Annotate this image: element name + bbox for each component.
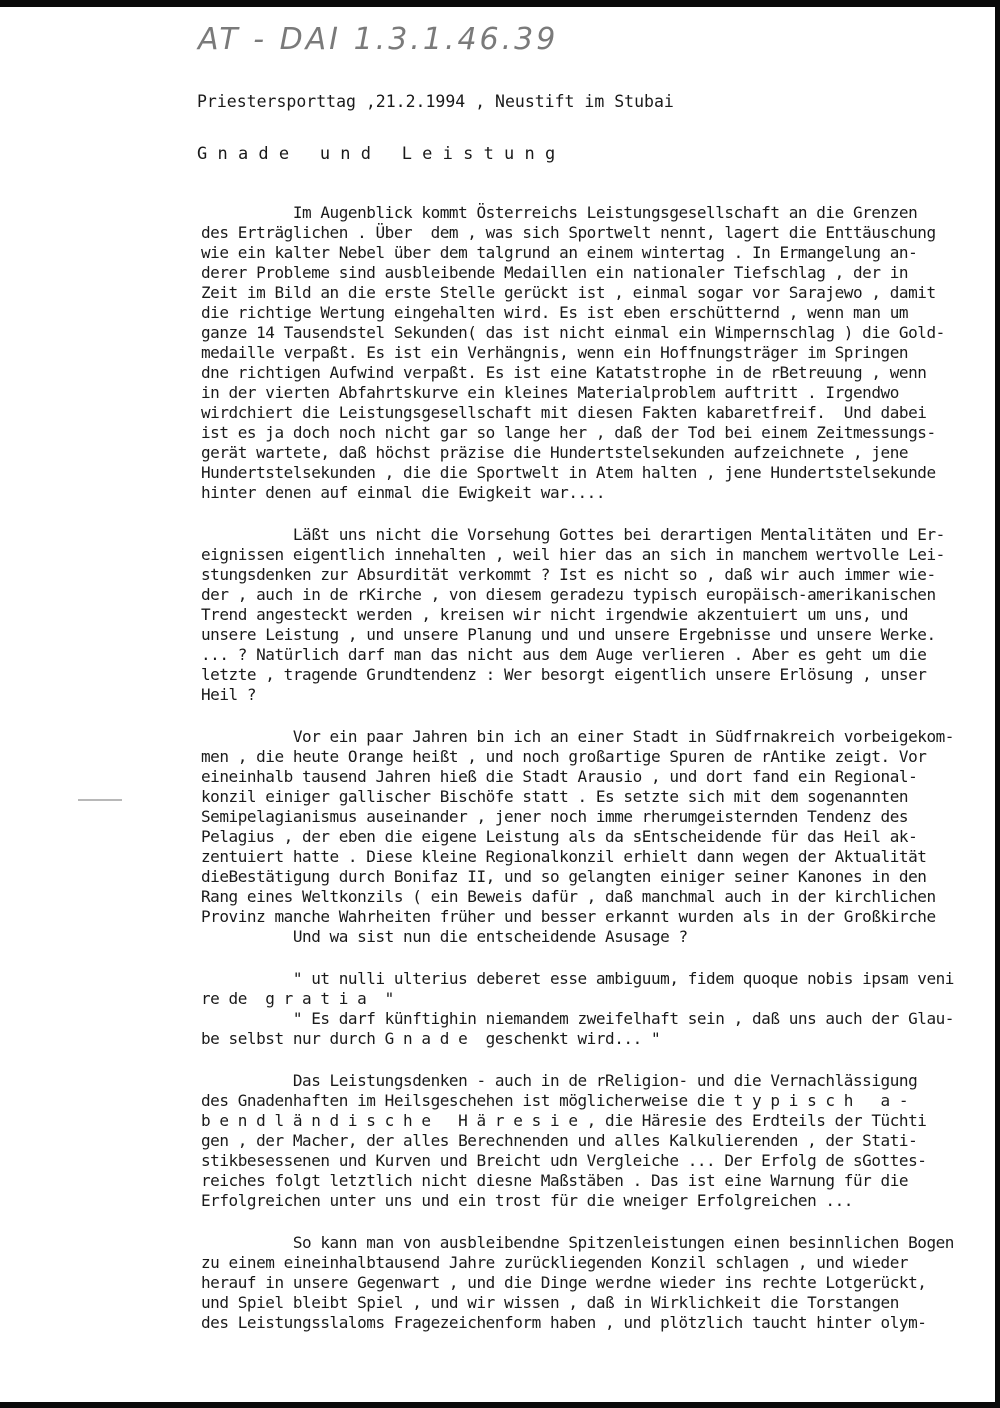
paragraph-3: Vor ein paar Jahren bin ich an einer Stadt in Südfrnakreich vorbeigekom- men , die heute Orange heißt , und noch großartige Spuren de rAntike zeigt. Vor eineinhalb tausend Jahren hieß die Stadt Arausio , und dort fand ein Regional- konzil einiger gallischer Bischöfe statt . Es setzte sich mit dem sogenannten Semipelagianismus auseinander , jener noch imme rherumgeisternden Tendenz des Pelagius , der eben die eigene Leistung als da sEntscheidende für das Heil ak- zentuiert hatte . Diese kleine Regionalkonzil erhielt dann wegen der Aktualität dieBestätigung durch Bonifaz II, und so gelangten einiger seiner Kanones in den Rang eines Weltkonzils ( ein Beweis dafür , daß manchmal auch in der kirchlichen Provinz manche Wahrheiten früher und besser erkannt wurden als in der Großkirche Und wa sist nun die entscheidende Asusage ? [201, 727, 954, 946]
paragraph-1: Im Augenblick kommt Österreichs Leistungsgesellschaft an die Grenzen des Erträglichen . Über dem , was sich Sportwelt nennt, lagert die Enttäuschung wie ein kalter Nebel über dem talgrund an einem wintertag . In Ermangelung an- derer Probleme sind ausbleibende Medaillen ein nationaler Tiefschlag , der in Zeit im Bild an die erste Stelle gerückt ist , einmal sogar vor Sarajewo , damit die richtige Wertung eingehalten wird. Es ist eben erschütternd , wenn man um ganze 14 Tausendstel Sekunden( das ist nicht einmal ein Wimpernschlag ) die Gold- medaille verpaßt. Es ist ein Verhängnis, wenn ein Hoffnungsträger im Springen dne richtigen Aufwind verpaßt. Es ist eine Katatstrophe in de rBetreuung , wenn in der vierten Abfahrtskurve ein kleines Materialproblem auftritt . Irgendwo wirdchiert die Leistungsgesellschaft mit diesen Fakten kabaretfreif. Und dabei ist es ja doch noch nicht gar so lange her , daß der Tod bei einem Zeitmessungs- gerät wartete, daß höchst präzise die Hundertstelsekunden aufzeichnete , jene Hundertstelsekunden , die die Sportwelt in Atem halten , jene Hundertstelsekunde hinter denen auf einmal die Ewigkeit war.... [201, 203, 945, 502]
scan-artifact-mark [78, 799, 122, 801]
paragraph-5: Das Leistungsdenken - auch in de rReligion- und die Vernachlässigung des Gnadenhaften im Heilsgeschehen ist möglicherweise die t y p i s c h a - b e n d l ä n d i s c h e H ä r e s i e , die Häresie des Erdteils der Tüchti gen , der Macher, der alles Berechnenden und alles Kalkulierenden , der Stati- stikbesessenen und Kurven und Breicht udn Vergleiche ... Der Erfolg de sGottes- reiches folgt letztlich nicht diesne Maßstäben . Das ist eine Warnung für die Erfolgreichen unter uns und ein trost für die wneiger Erfolgreichen ... [201, 1071, 927, 1210]
archive-reference-stamp: AT - DAI 1.3.1.46.39 [198, 22, 559, 57]
document-title: G n a d e u n d L e i s t u n g [197, 144, 556, 164]
paragraph-2: Läßt uns nicht die Vorsehung Gottes bei derartigen Mentalitäten und Er- eignissen eigentlich innehalten , weil hier das an sich in manchem wertvolle Lei- stungsdenken zur Absurdität verkommt ? Ist es nicht so , daß wir auch immer wie- der , auch in de rKirche , von diesem geradezu typisch europäisch-amerikanischen Trend angesteckt werden , kreisen wir nicht irgendwie akzentuiert um uns, und unsere Leistung , und unsere Planung und und unsere Ergebnisse und unsere Werke. ... ? Natürlich darf man das nicht aus dem Auge verlieren . Aber es geht um die letzte , tragende Grundtendenz : Wer besorgt eigentlich unsere Erlösung , unser Heil ? [201, 525, 945, 704]
quote-paragraph: " ut nulli ulterius deberet esse ambiguum, fidem quoque nobis ipsam veni re de g r a t i a " " Es darf künftighin niemandem zweifelhaft sein , daß uns auch der Glau- be selbst nur durch G n a d e geschenkt wird... " [201, 969, 954, 1048]
scan-border-bottom [0, 1402, 1000, 1408]
paragraph-6: So kann man von ausbleibendne Spitzenleistungen einen besinnlichen Bogen zu einem eineinhalbtausend Jahre zurückliegenden Konzil schlagen , und wieder herauf in unsere Gegenwart , und die Dinge werdne wieder ins rechte Lotgerückt, und Spiel bleibt Spiel , und wir wissen , daß in Wirklichkeit die Torstangen des Leistungsslaloms Fragezeichenform haben , und plötzlich taucht hinter olym- [201, 1233, 954, 1332]
scan-border-top [0, 0, 1000, 7]
document-body [201, 203, 1000, 1333]
document-header: Priestersporttag ,21.2.1994 , Neustift im Stubai [197, 92, 674, 111]
